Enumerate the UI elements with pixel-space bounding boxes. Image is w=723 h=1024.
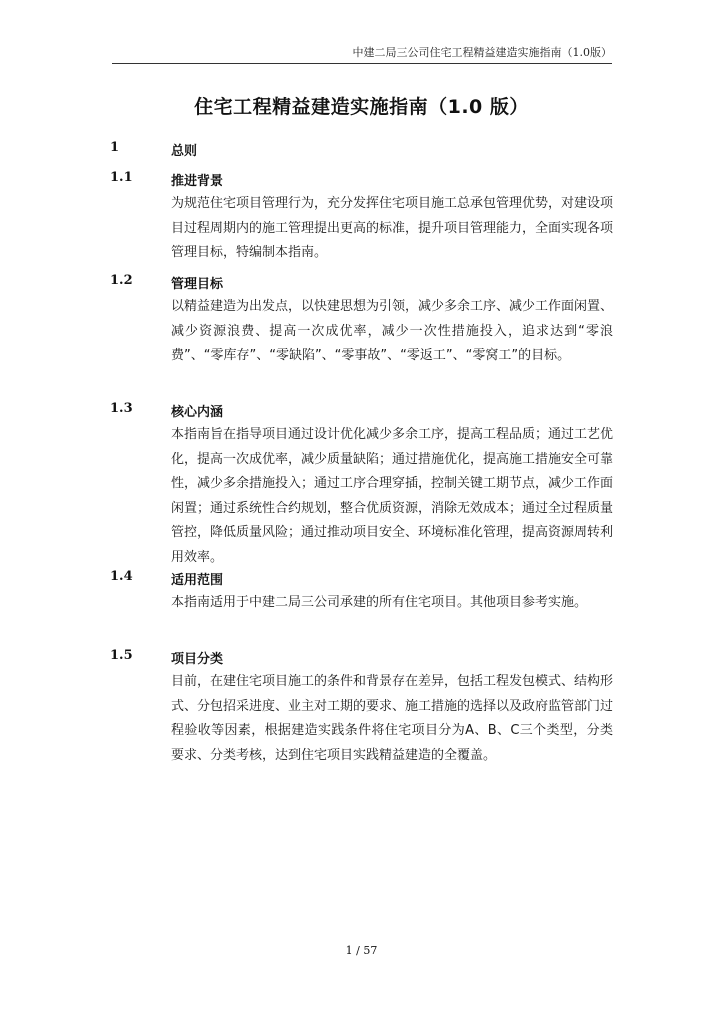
section-number: 1.2: [110, 273, 133, 288]
section-number: 1.5: [110, 648, 133, 663]
section-number: 1.3: [110, 401, 133, 416]
document-title: 住宅工程精益建造实施指南（1.0 版）: [194, 96, 529, 118]
section-body: 目前，在建住宅项目施工的条件和背景存在差异，包括工程发包模式、结构形式、分包招采进度、业主对工期的要求、施工措施的选择以及政府监管部门过程验收等因素，根据建造实践条件将住宅项目分为A、B、C三个类型，分类要求、分类考核，达到住宅项目实践精益建造的全覆盖。: [171, 674, 614, 763]
section-body: 为规范住宅项目管理行为，充分发挥住宅项目施工总承包管理优势，对建设项目过程周期内的施工管理提出更高的标准，提升项目管理能力，全面实现各项管理目标，特编制本指南。: [171, 196, 614, 260]
page-number: 1 / 57: [345, 944, 378, 957]
section-title: 项目分类: [171, 652, 224, 667]
section-body: 本指南适用于中建二局三公司承建的所有住宅项目。其他项目参考实施。: [171, 595, 588, 610]
chapter-number: 1: [110, 140, 120, 155]
running-header: 中建二局三公司住宅工程精益建造实施指南（1.0版）: [112, 44, 612, 64]
section-title: 核心内涵: [171, 405, 224, 420]
section-title: 适用范围: [171, 573, 224, 588]
section-body: 以精益建造为出发点，以快建思想为引领，减少多余工序、减少工作面闲置、减少资源浪费、提高一次成优率，减少一次性措施投入，追求达到“零浪费”、“零库存”、“零缺陷”、“零事故”、“零返工”、“零窝工”的目标。: [171, 299, 614, 363]
section-title: 管理目标: [171, 277, 224, 292]
section-title: 推进背景: [171, 174, 224, 189]
section-number: 1.4: [110, 569, 133, 584]
section-number: 1.1: [110, 170, 133, 185]
section-body: 本指南旨在指导项目通过设计优化减少多余工序，提高工程品质；通过工艺优化，提高一次成优率，减少质量缺陷；通过措施优化，提高施工措施安全可靠性，减少多余措施投入；通过工序合理穿插，控制关键工期节点，减少工作面闲置；通过系统性合约规划，整合优质资源，消除无效成本；通过全过程质量管控，降低质量风险；通过推动项目安全、环境标准化管理，提高资源周转利用效率。: [171, 427, 614, 565]
chapter-title: 总则: [171, 144, 198, 159]
